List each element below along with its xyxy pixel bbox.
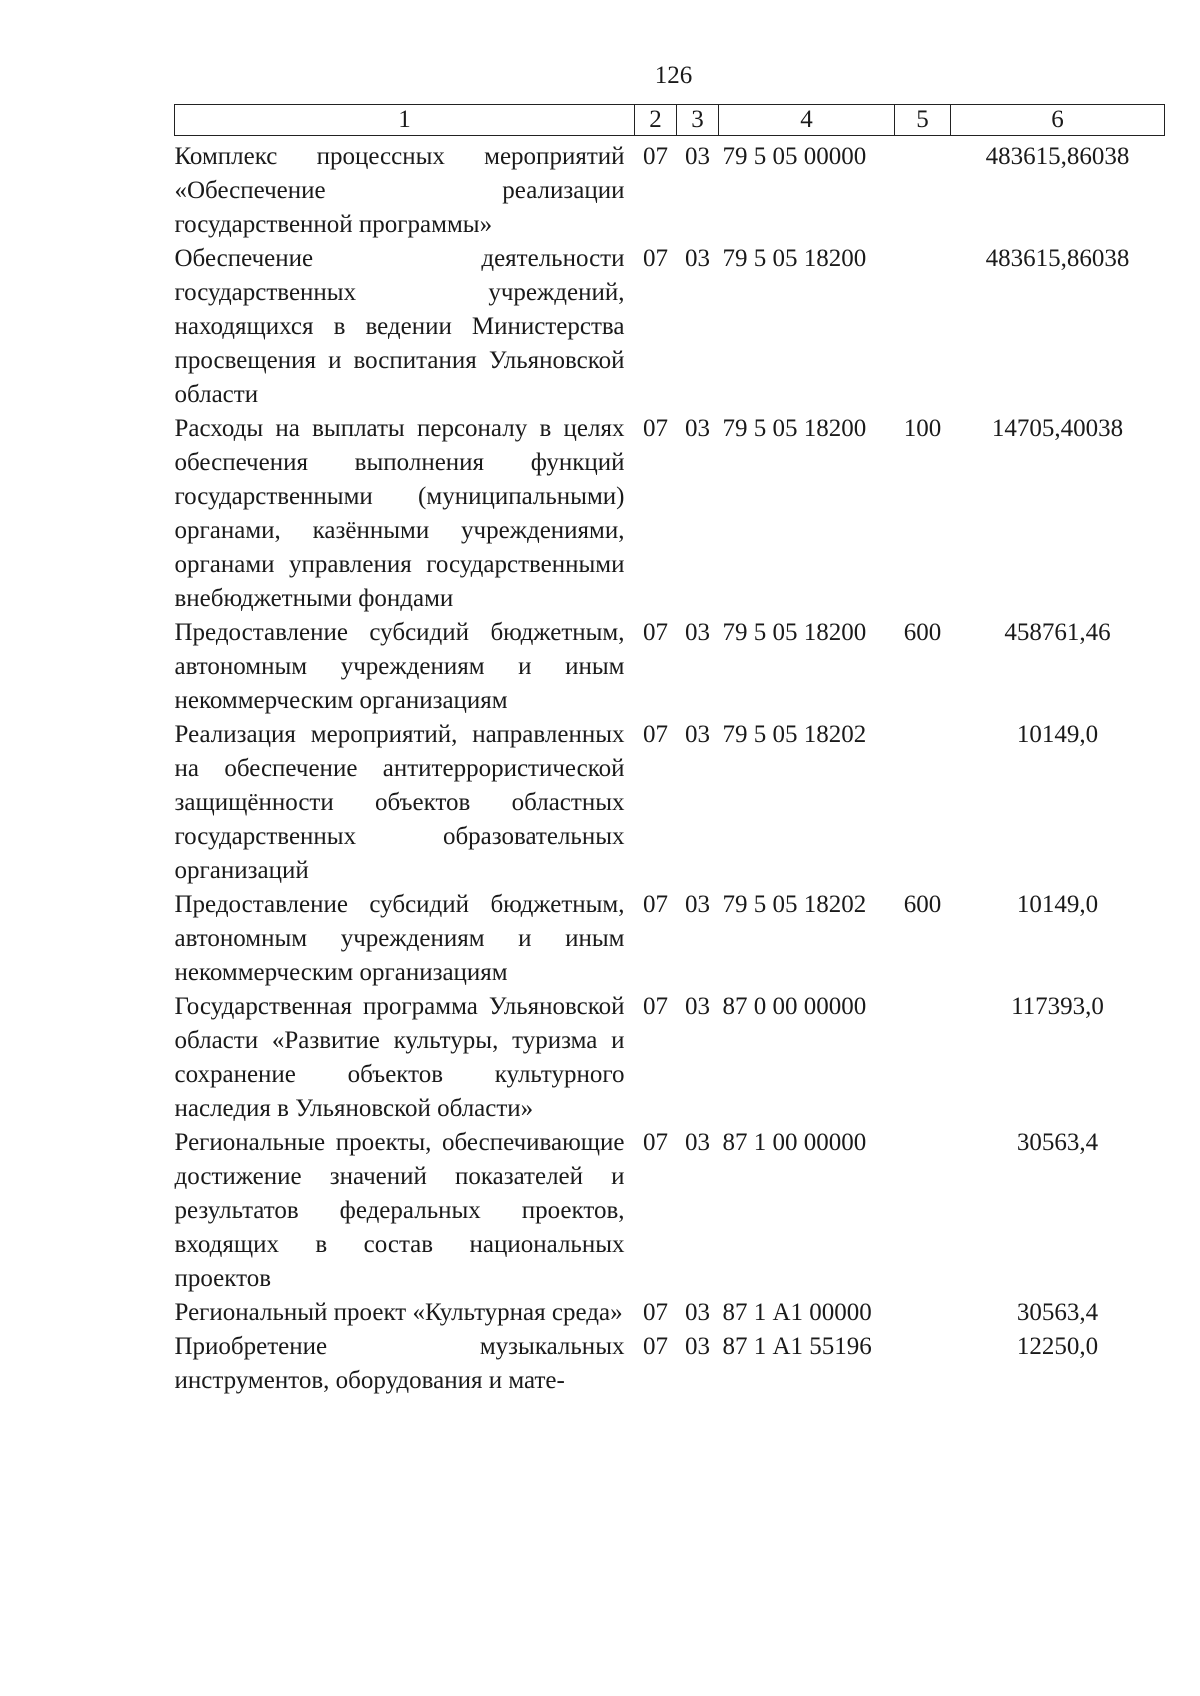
row-target-article: 79 5 05 18202 (722, 891, 867, 918)
row-expense-type (895, 136, 951, 243)
row-amount: 30563,4 (1016, 1129, 1099, 1156)
table-row (175, 412, 1165, 616)
row-subsection: 03 (685, 245, 710, 272)
row-subsection: 03 (685, 415, 710, 442)
table-row (175, 718, 1165, 888)
row-subsection: 03 (685, 619, 710, 646)
row-name: Предоставление субсидий бюджетным, автономным учреждениям и иным некоммерческим организациям (174, 891, 625, 986)
row-section: 07 (643, 721, 668, 748)
table-row (175, 616, 1165, 718)
row-expense-type (895, 1296, 951, 1330)
row-expense-type (895, 1126, 951, 1296)
row-name: Расходы на выплаты персоналу в целях обеспечения выполнения функций государственными (муниципальными) органами, казёнными учреждениями, органами управления государственными внебюджетными фондами (174, 415, 625, 612)
header-row (175, 105, 1165, 136)
row-amount: 12250,0 (1016, 1333, 1099, 1360)
row-name: Обеспечение деятельности государственных учреждений, находящихся в ведении Министерства просвещения и воспитания Ульяновской области (174, 245, 625, 408)
row-target-article: 87 1 А1 55196 (722, 1333, 872, 1360)
table-row (175, 888, 1165, 990)
row-subsection: 03 (685, 1299, 710, 1326)
header-col-2: 2 (635, 105, 677, 136)
table-row (175, 136, 1165, 243)
row-section: 07 (643, 891, 668, 918)
row-section: 07 (643, 619, 668, 646)
row-amount: 10149,0 (1016, 891, 1099, 918)
row-subsection: 03 (685, 993, 710, 1020)
row-target-article: 79 5 05 00000 (722, 143, 867, 170)
row-expense-type: 600 (903, 619, 942, 646)
row-section: 07 (643, 245, 668, 272)
row-name: Государственная программа Ульяновской области «Развитие культуры, туризма и сохранение объектов культурного наследия в Ульяновской области» (174, 993, 625, 1122)
row-expense-type (895, 990, 951, 1126)
row-target-article: 79 5 05 18200 (722, 245, 867, 272)
header-col-3: 3 (677, 105, 719, 136)
row-section: 07 (643, 1333, 668, 1360)
row-name: Предоставление субсидий бюджетным, автономным учреждениям и иным некоммерческим организациям (174, 619, 625, 714)
row-expense-type: 100 (903, 415, 942, 442)
row-subsection: 03 (685, 1333, 710, 1360)
table-row (175, 1330, 1165, 1398)
row-target-article: 87 1 00 00000 (722, 1129, 867, 1156)
page-number: 126 (654, 62, 693, 89)
row-name: Приобретение музыкальных инструментов, оборудования и мате- (174, 1333, 625, 1394)
row-name: Комплекс процессных мероприятий «Обеспечение реализации государственной программы» (174, 143, 625, 238)
row-subsection: 03 (685, 143, 710, 170)
row-name: Региональные проекты, обеспечивающие достижение значений показателей и результатов федеральных проектов, входящих в состав национальных проектов (174, 1129, 625, 1292)
row-target-article: 79 5 05 18200 (722, 619, 867, 646)
table-header (175, 105, 1165, 136)
row-amount: 14705,40038 (991, 415, 1124, 442)
row-subsection: 03 (685, 891, 710, 918)
header-col-6: 6 (951, 105, 1165, 136)
row-subsection: 03 (685, 1129, 710, 1156)
row-section: 07 (643, 993, 668, 1020)
header-col-1: 1 (175, 105, 635, 136)
row-expense-type: 600 (903, 891, 942, 918)
row-name: Региональный проект «Культурная среда» (174, 1299, 623, 1326)
row-amount: 458761,46 (1004, 619, 1111, 646)
budget-table (174, 104, 1165, 1398)
row-name: Реализация мероприятий, направленных на обеспечение антитеррористической защищённости объектов областных государственных образовательных организаций (174, 721, 625, 884)
row-amount: 30563,4 (1016, 1299, 1099, 1326)
table-row (175, 1296, 1165, 1330)
row-target-article: 79 5 05 18202 (722, 721, 867, 748)
row-amount: 10149,0 (1016, 721, 1099, 748)
table-row (175, 990, 1165, 1126)
row-section: 07 (643, 415, 668, 442)
table-row (175, 1126, 1165, 1296)
row-amount: 117393,0 (1011, 993, 1104, 1020)
table-row (175, 242, 1165, 412)
row-target-article: 79 5 05 18200 (722, 415, 867, 442)
row-expense-type (895, 1330, 951, 1398)
header-col-5: 5 (895, 105, 951, 136)
row-expense-type (895, 242, 951, 412)
row-target-article: 87 0 00 00000 (722, 993, 867, 1020)
row-amount: 483615,86038 (985, 143, 1130, 170)
row-section: 07 (643, 1299, 668, 1326)
row-target-article: 87 1 А1 00000 (722, 1299, 872, 1326)
row-section: 07 (643, 143, 668, 170)
row-section: 07 (643, 1129, 668, 1156)
table-body (175, 136, 1165, 1399)
row-amount: 483615,86038 (985, 245, 1130, 272)
row-subsection: 03 (685, 721, 710, 748)
row-expense-type (895, 718, 951, 888)
header-col-4: 4 (719, 105, 895, 136)
